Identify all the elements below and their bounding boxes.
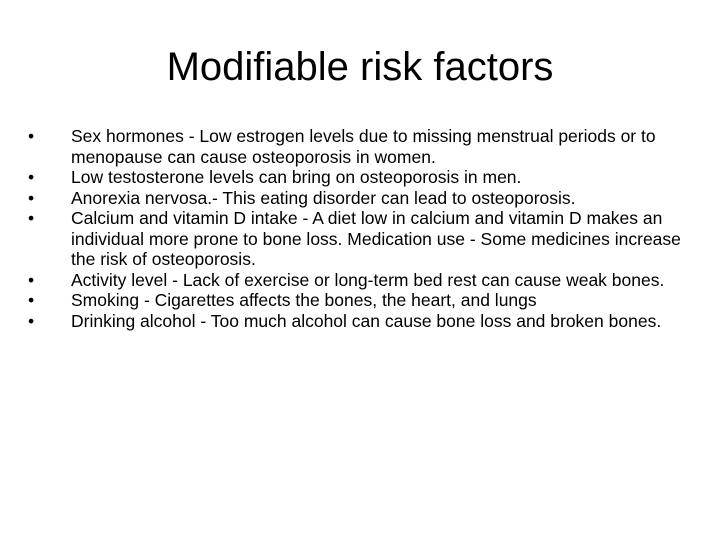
list-item: [28, 188, 688, 209]
list-item: [28, 167, 688, 188]
list-item: [28, 311, 688, 332]
list-item-text: Calcium and vitamin D intake - A diet low in calcium and vitamin D makes an individual more prone to bone loss. Medication use - Some medicines increase the risk of osteoporosis.: [71, 208, 681, 269]
bullet-icon: •: [28, 187, 35, 208]
list-item-text: Anorexia nervosa.- This eating disorder can lead to osteoporosis.: [71, 187, 576, 208]
slide-title: Modifiable risk factors: [166, 45, 554, 89]
list-item-text: Low testosterone levels can bring on osteoporosis in men.: [71, 167, 522, 187]
bullet-icon: •: [28, 310, 35, 331]
bullet-icon: •: [28, 290, 35, 310]
bullet-icon: •: [28, 269, 35, 290]
list-item-text: Drinking alcohol - Too much alcohol can cause bone loss and broken bones.: [71, 310, 662, 331]
list-item-text: Activity level - Lack of exercise or long-term bed rest can cause weak bones.: [71, 269, 665, 290]
bullet-list: [28, 126, 688, 331]
list-item: [28, 208, 688, 270]
list-item: [28, 126, 688, 167]
list-item: [28, 290, 688, 311]
list-item: [28, 270, 688, 291]
list-item-text: Smoking - Cigarettes affects the bones, the heart, and lungs: [71, 290, 537, 310]
bullet-icon: •: [28, 167, 35, 187]
bullet-icon: •: [28, 126, 35, 146]
bullet-icon: •: [28, 208, 35, 228]
list-item-text: Sex hormones - Low estrogen levels due to missing menstrual periods or to menopause can cause osteoporosis in women.: [71, 126, 656, 167]
